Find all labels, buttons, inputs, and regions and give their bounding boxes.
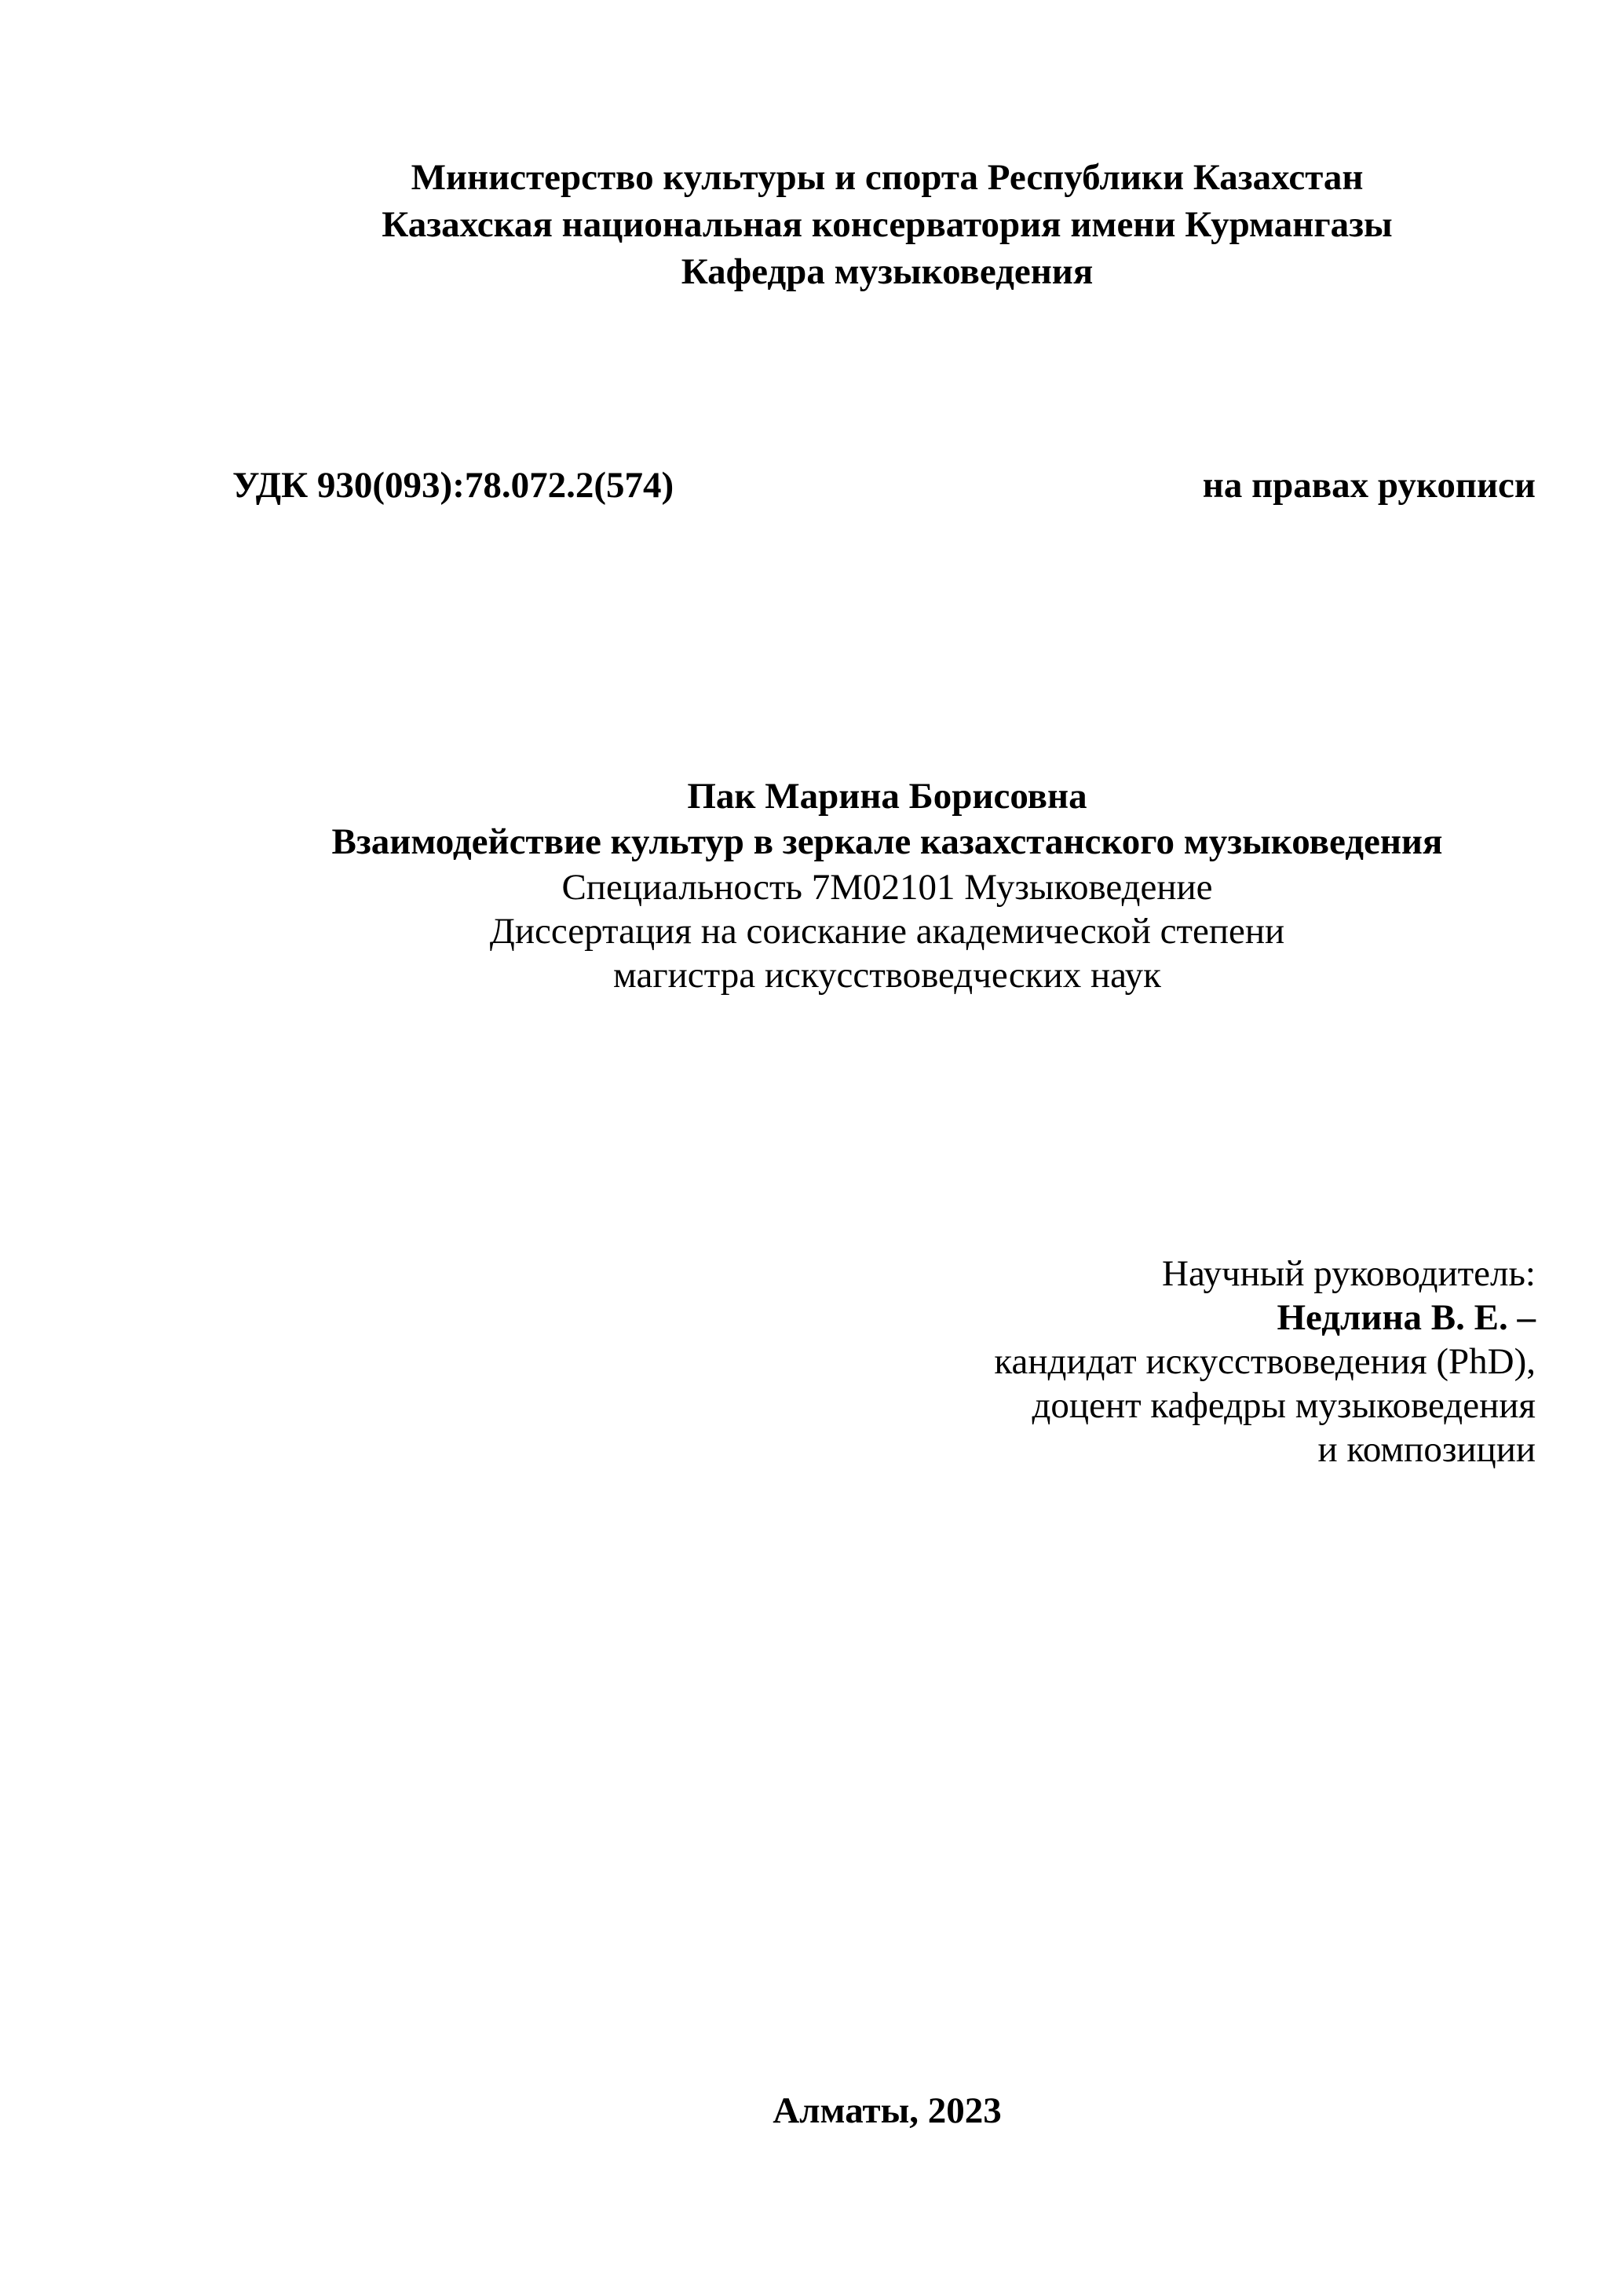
- supervisor-name: Недлина В. Е. –: [1277, 1297, 1536, 1338]
- department-name: Кафедра музыковедения: [681, 251, 1094, 292]
- supervisor-label: Научный руководитель:: [1162, 1253, 1536, 1294]
- degree-line-2: магистра искусствоведческих наук: [613, 955, 1161, 996]
- degree-line-1: Диссертация на соискание академической степени: [489, 911, 1285, 952]
- manuscript-note: на правах рукописи: [1202, 465, 1536, 506]
- supervisor-title-1: кандидат искусствоведения (PhD),: [994, 1341, 1536, 1382]
- supervisor-block: [994, 1252, 1536, 1472]
- specialty: Специальность 7М02101 Музыковедение: [561, 867, 1213, 908]
- supervisor-title-3: и композиции: [1317, 1429, 1536, 1470]
- author-name: Пак Марина Борисовна: [687, 776, 1087, 817]
- institution-name: Казахская национальная консерватория имени Курмангазы: [382, 204, 1393, 245]
- ministry-name: Министерство культуры и спорта Республики Казахстан: [411, 157, 1364, 198]
- place-year: Алматы, 2023: [773, 2090, 1002, 2131]
- dissertation-title: Взаимодействие культур в зеркале казахстанского музыковедения: [331, 821, 1443, 862]
- udk-code: УДК 930(093):78.072.2(574): [232, 465, 674, 506]
- supervisor-title-2: доцент кафедры музыковедения: [1032, 1385, 1536, 1426]
